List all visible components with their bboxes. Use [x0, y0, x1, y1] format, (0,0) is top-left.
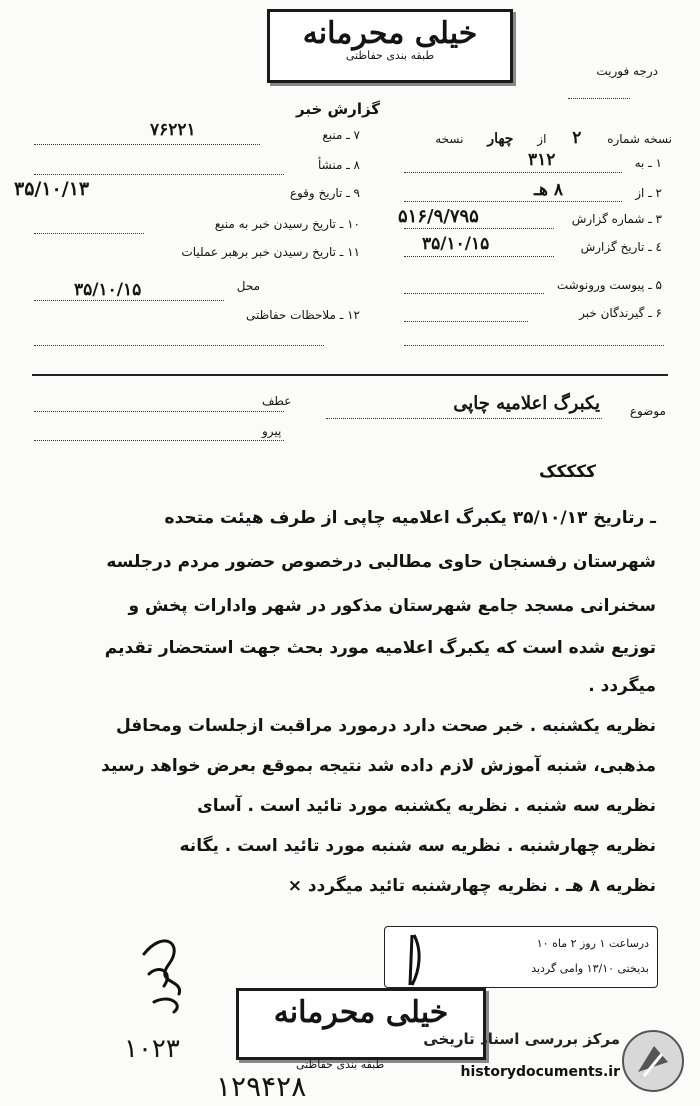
opinion-line-5: نظریه ۸ هـ . نظریه چهارشنبه تائید میگردد ×	[287, 876, 656, 896]
field-received-source-dots	[34, 233, 144, 234]
field-mid-value: چهار	[487, 131, 514, 147]
field-report-date-value: ۳۵/۱۰/۱۵	[422, 234, 490, 254]
field-from-dots	[404, 201, 622, 202]
signature-left	[124, 924, 204, 1014]
field-label: ۱۱ ـ تاریخ رسیدن خبر برهبر عملیات	[181, 245, 360, 259]
field-end: نسخه	[435, 132, 464, 146]
field-label: ۱۲ ـ ملاحظات حفاظتی	[246, 308, 360, 322]
field-source-value: ۷۶۲۲۱	[150, 120, 196, 140]
field-report-number-dots	[404, 228, 554, 229]
bottom-stamp-subtitle: طبقه بندی حفاظتی	[296, 1058, 385, 1071]
field-to-dots	[404, 172, 622, 173]
field-recipients	[579, 306, 662, 320]
watermark	[420, 1022, 690, 1102]
field-from	[635, 186, 662, 200]
field-occurrence-date-value: ۳۵/۱۰/۱۳	[14, 178, 90, 200]
field-label: ۷ ـ منبع	[322, 128, 360, 142]
field-report-number	[572, 212, 662, 226]
field-source	[322, 128, 360, 142]
field-recipients-dots	[404, 321, 528, 322]
report-title: گزارش خبر	[296, 100, 381, 118]
field-received-source	[215, 217, 360, 231]
field-label: ۸ ـ منشأ	[317, 158, 360, 172]
subject-value: یکبرگ اعلامیه چاپی	[453, 393, 600, 414]
opinion-line-3: نظریه سه شنبه . نظریه یکشنبه مورد تائید است . آسای	[197, 796, 656, 816]
field-label: ۲ ـ از	[635, 186, 662, 200]
body-line-3: سخنرانی مسجد جامع شهرستان مذکور در شهر وادارات پخش و	[128, 596, 656, 616]
stamp-title: خیلی محرمانه	[302, 16, 478, 51]
urgency-label: درجه فوریت	[596, 64, 658, 78]
field-label: ۶ ـ گیرندگان خبر	[579, 306, 662, 320]
field-attachments	[557, 278, 662, 292]
body-marks: ککککک	[539, 462, 596, 482]
field-label: ۱۰ ـ تاریخ رسیدن خبر به منبع	[214, 217, 360, 231]
field-origin-dots	[34, 174, 284, 175]
field-to-value: ۳۱۲	[528, 150, 556, 170]
field-label: ٤ ـ تاریخ گزارش	[580, 240, 662, 254]
opinion-line-2: مذهبی، شنبه آموزش لازم داده شد نتیجه بموقع بعرض خواهد رسید	[101, 756, 656, 776]
field-place	[237, 279, 260, 293]
field-label: نسخه شماره	[607, 132, 672, 146]
classification-stamp-top	[267, 9, 513, 83]
follow-dots	[34, 440, 284, 441]
ref-label: عطف	[262, 394, 292, 408]
body-line-4: توزیع شده است که یکبرگ اعلامیه مورد بحث جهت استحضار تقدیم	[104, 638, 656, 658]
field-place-dots	[34, 300, 224, 301]
opinion-line-1: نظریه یکشنبه . خبر صحت دارد درمورد مراقبت ازجلسات ومحافل	[116, 716, 656, 736]
watermark-url: historydocuments.ir	[460, 1064, 620, 1080]
field-copy-number	[435, 128, 672, 148]
stamp-title: خیلی محرمانه	[273, 995, 449, 1030]
field-label: ۹ ـ تاریخ وقوع	[289, 186, 360, 200]
filing-stamp-line-2: بدیختی ۱۳/۱۰ وامی گردید	[531, 962, 649, 975]
field-received-leader	[181, 245, 360, 259]
opinion-line-4: نظریه چهارشنبه . نظریه سه شنبه مورد تائید است . یگانه	[179, 836, 656, 856]
bottom-number: ۱۲۹۴۲۸	[216, 1070, 307, 1103]
body-line-2: شهرستان رفسنجان حاوی مطالبی درخصوص حضور مردم درجلسه	[106, 552, 656, 572]
subject-dots	[326, 418, 602, 419]
field-label: ۵ ـ پیوست ورونوشت	[556, 278, 662, 292]
field-origin	[318, 158, 360, 172]
handwritten-number: ۱۰۲۳	[124, 1034, 180, 1064]
subject-label: موضوع	[629, 404, 666, 418]
field-value: ۲	[572, 128, 582, 148]
stamp-subtitle: طبقه بندی حفاظتی	[345, 49, 435, 62]
field-attachments-dots	[404, 293, 544, 294]
field-report-number-value: ۵۱۶/۹/۷۹۵	[398, 206, 479, 227]
signature-stamp	[392, 930, 432, 990]
field-place-value: ۳۵/۱۰/۱۵	[74, 280, 142, 300]
field-to	[635, 156, 662, 170]
section-divider	[32, 374, 668, 376]
field-from-value: ۸ هـ	[534, 180, 564, 200]
field-occurrence-date	[290, 186, 360, 200]
body-line-1: ـ رتاریخ ۳۵/۱۰/۱۳ یکبرگ اعلامیه چاپی از طرف هیئت متحده	[164, 508, 656, 528]
urgency-dots	[568, 98, 630, 99]
filing-stamp-line-1: درساعت ۱ روز ۲ ماه ۱۰	[536, 937, 649, 950]
field-mid: از	[537, 132, 547, 146]
body-line-5: میگردد .	[588, 676, 656, 696]
field-label: ۳ ـ شماره گزارش	[571, 212, 662, 226]
field-source-dots	[34, 144, 260, 145]
field-report-date-dots	[404, 256, 554, 257]
field-report-date	[581, 240, 662, 254]
field-security-notes	[246, 308, 360, 322]
watermark-name: مرکز بررسی اسناد تاریخی	[423, 1030, 620, 1048]
watermark-logo-icon	[622, 1030, 684, 1092]
ref-dots	[34, 411, 284, 412]
field-label: محل	[236, 279, 260, 293]
field-security-dots	[34, 345, 324, 346]
follow-label: پیرو	[262, 424, 282, 438]
field-label: ۱ ـ به	[634, 156, 662, 170]
field-extra-dots	[404, 345, 664, 346]
